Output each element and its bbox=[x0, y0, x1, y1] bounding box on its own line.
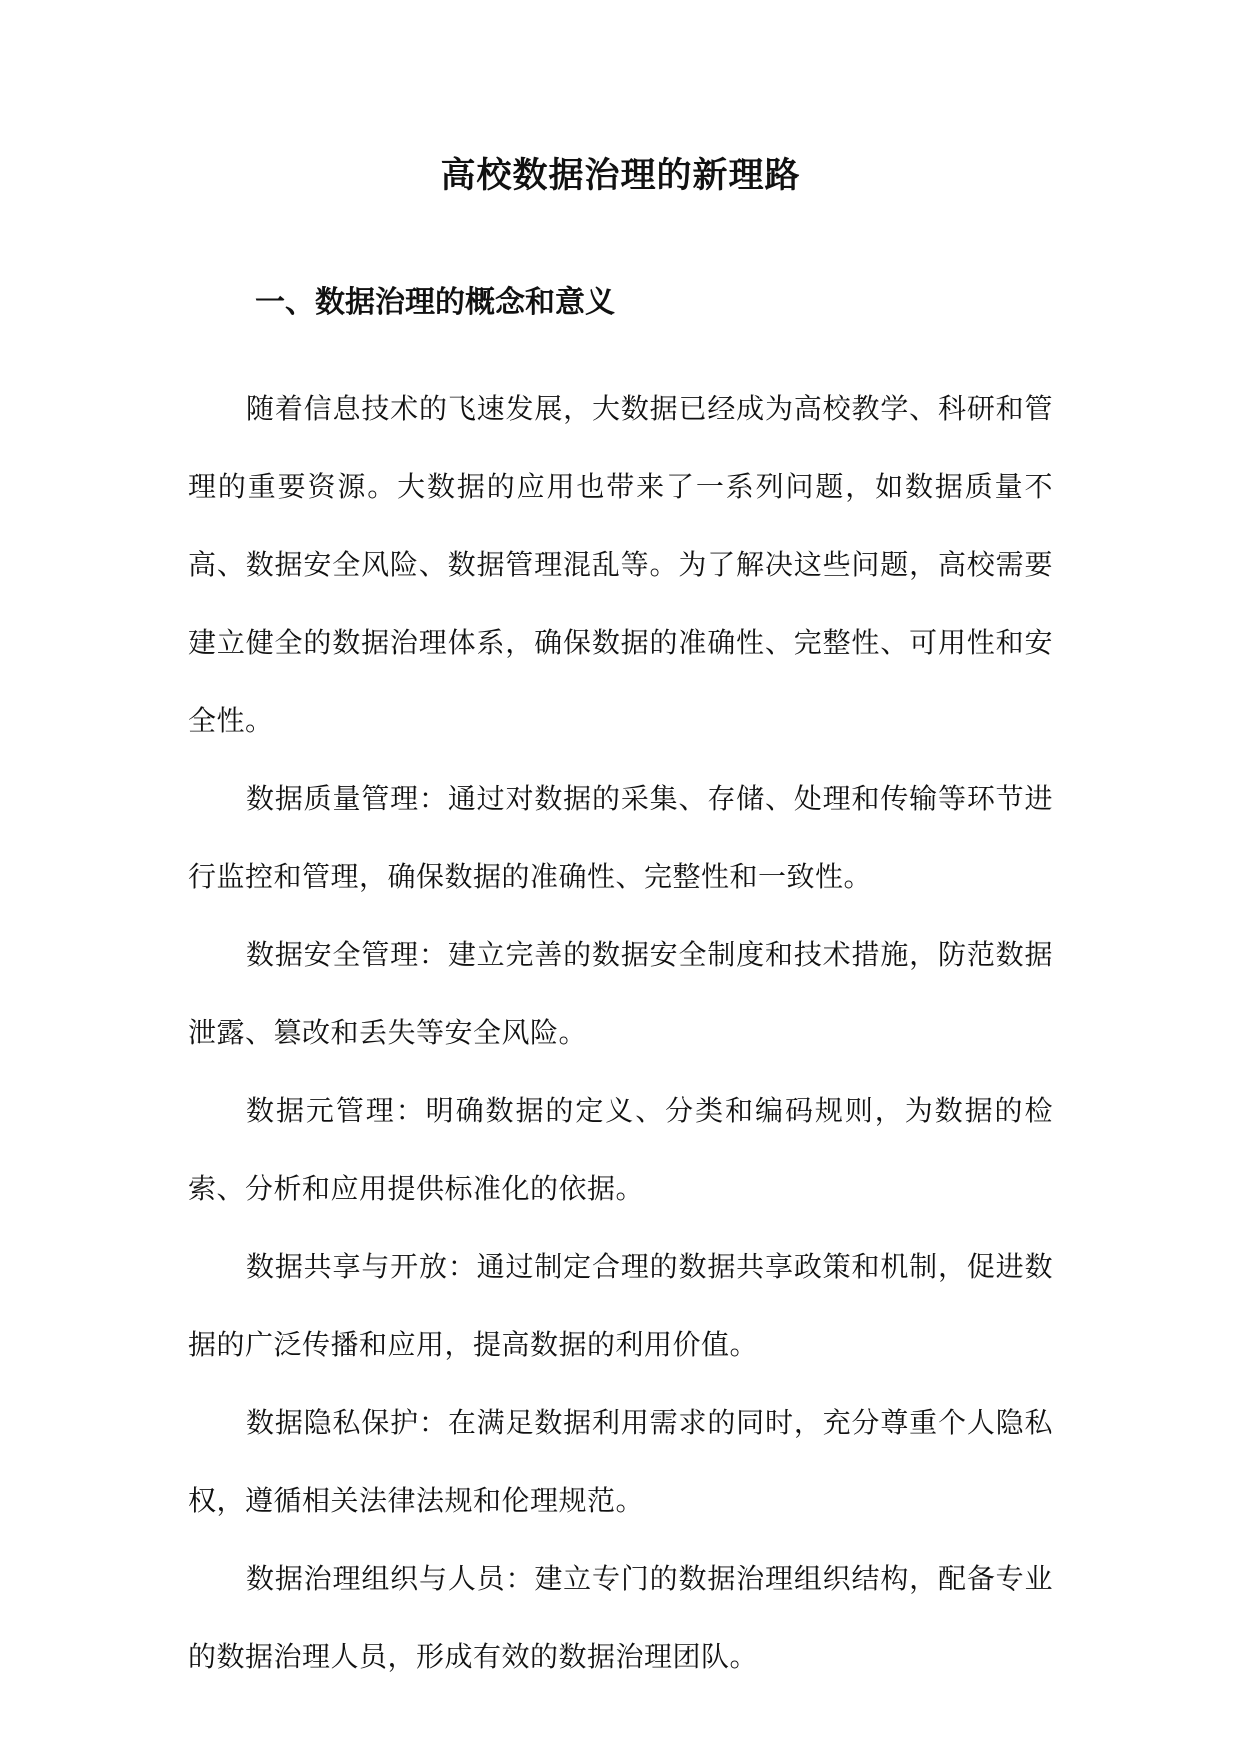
paragraph-intro: 随着信息技术的飞速发展，大数据已经成为高校教学、科研和管理的重要资源。大数据的应用也带来了一系列问题，如数据质量不高、数据安全风险、数据管理混乱等。为了解决这些问题，高校需要建立健全的数据治理体系，确保数据的准确性、完整性、可用性和安全性。 bbox=[188, 392, 1053, 737]
document-title: 高校数据治理的新理路 bbox=[440, 155, 801, 196]
paragraph-data-security: 数据安全管理：建立完善的数据安全制度和技术措施，防范数据泄露、篡改和丢失等安全风险。 bbox=[188, 938, 1053, 1049]
section-heading: 一、数据治理的概念和意义 bbox=[255, 285, 615, 320]
document-body bbox=[188, 370, 1053, 1696]
paragraph-data-sharing: 数据共享与开放：通过制定合理的数据共享政策和机制，促进数据的广泛传播和应用，提高数据的利用价值。 bbox=[188, 1250, 1053, 1361]
paragraph-data-quality: 数据质量管理：通过对数据的采集、存储、处理和传输等环节进行监控和管理，确保数据的准确性、完整性和一致性。 bbox=[188, 782, 1053, 893]
paragraph-privacy: 数据隐私保护：在满足数据利用需求的同时，充分尊重个人隐私权，遵循相关法律法规和伦理规范。 bbox=[188, 1406, 1053, 1517]
paragraph-organization: 数据治理组织与人员：建立专门的数据治理组织结构，配备专业的数据治理人员，形成有效的数据治理团队。 bbox=[188, 1562, 1053, 1673]
paragraph-metadata: 数据元管理：明确数据的定义、分类和编码规则，为数据的检索、分析和应用提供标准化的依据。 bbox=[188, 1094, 1053, 1205]
